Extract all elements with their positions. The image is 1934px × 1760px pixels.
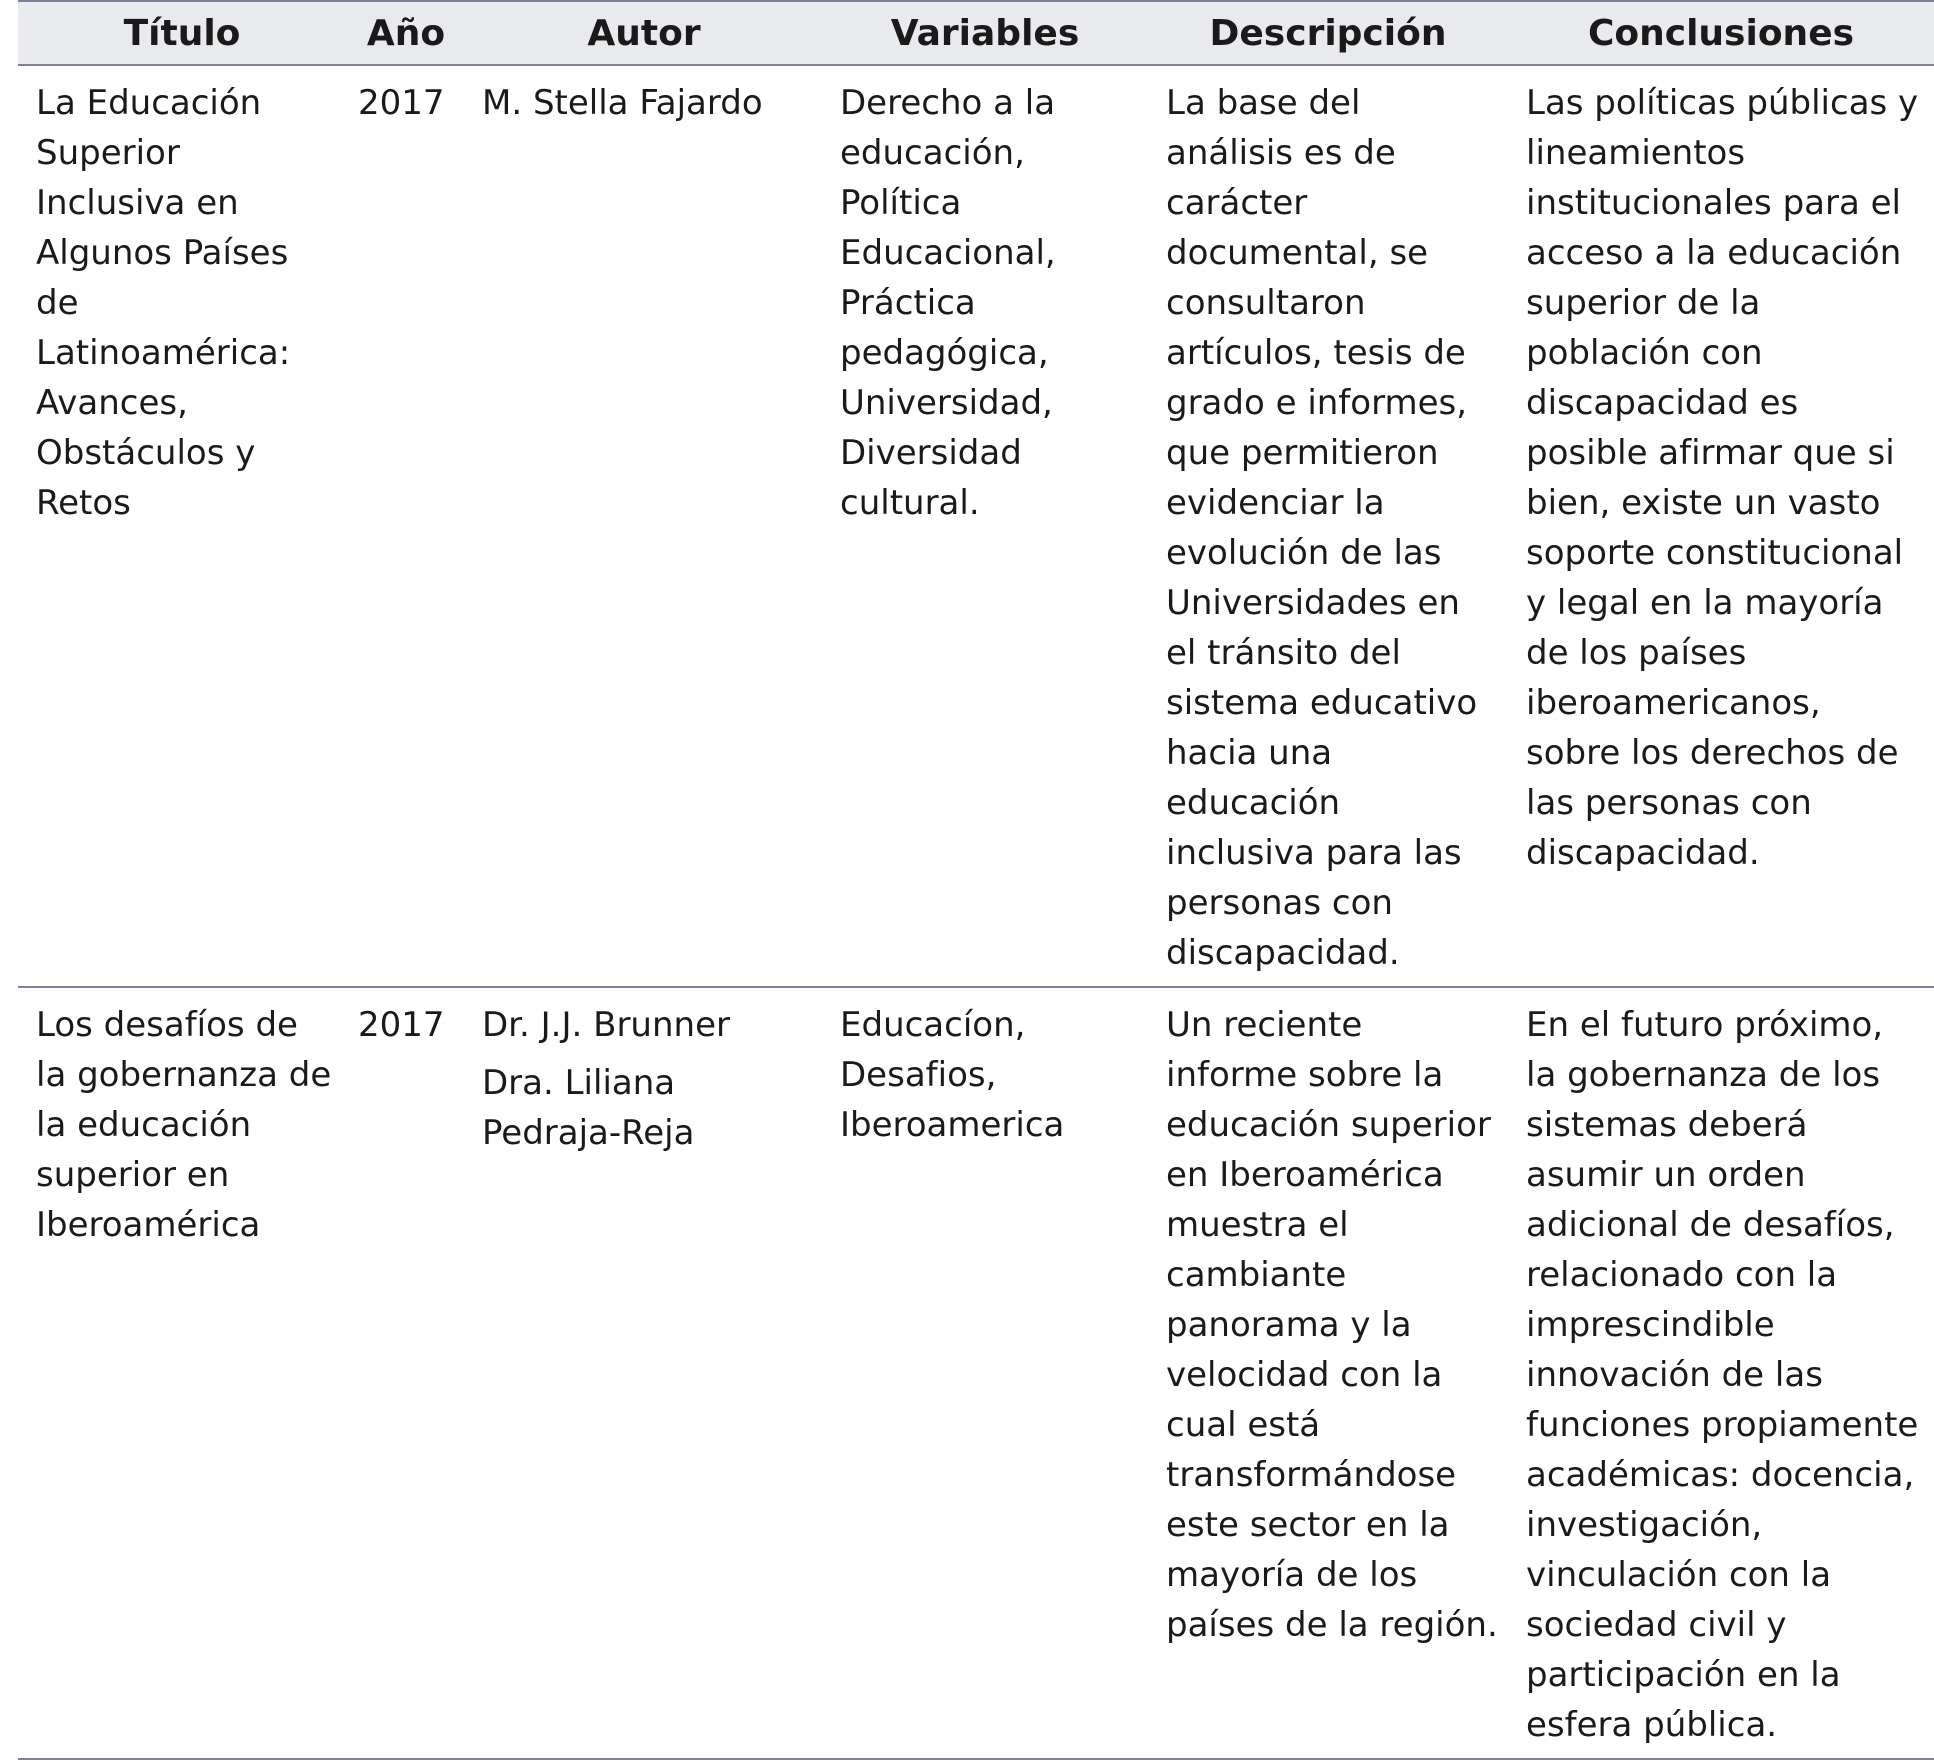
cell-anio: 2017: [358, 1005, 445, 1045]
cell-descripcion: Un reciente informe sobre la educación superior en Iberoamérica muestra el cambiante panorama y la velocidad con la cual está transformándose este sector en la mayoría de los países de la región.: [1166, 1005, 1498, 1645]
author-name: M. Stella Fajardo: [482, 83, 763, 123]
author-name: Dra. Liliana Pedraja-Reja: [482, 1063, 695, 1153]
table-body: [18, 65, 1934, 1759]
table-header: [18, 1, 1934, 65]
cell-descripcion: La base del análisis es de carácter documental, se consultaron artículos, tesis de grado e informes, que permitieron evidenciar la evolución de las Universidades en el tránsito del sistema educativo hacia una educación inclusiva para las personas con discapacidad.: [1166, 83, 1478, 973]
cell-variables: Derecho a la educación, Política Educacional, Práctica pedagógica, Universidad, Diversidad cultural.: [840, 83, 1056, 523]
cell-conclusiones: Las políticas públicas y lineamientos institucionales para el acceso a la educación superior de la población con discapacidad es posible afirmar que si bien, existe un vasto soporte constitucional y legal en la mayoría de los países iberoamericanos, sobre los derechos de las personas con discapacidad.: [1526, 83, 1919, 873]
cell-titulo: La Educación Superior Inclusiva en Algunos Países de Latinoamérica: Avances, Obstáculos y Retos: [36, 83, 291, 523]
header-anio: Año: [366, 12, 446, 54]
cell-conclusiones: En el futuro próximo, la gobernanza de los sistemas deberá asumir un orden adicional de desafíos, relacionado con la imprescindible innovación de las funciones propiamente académicas: docencia, investigación, vinculación con la sociedad civil y participación en la esfera pública.: [1526, 1005, 1919, 1745]
header-row: [18, 1, 1934, 65]
cell-autor: [466, 65, 822, 987]
table-row: [18, 987, 1934, 1759]
cell-autor: [466, 987, 822, 1759]
header-autor: Autor: [587, 12, 701, 54]
cell-titulo: Los desafíos de la gobernanza de la educación superior en Iberoamérica: [36, 1005, 332, 1245]
header-variables: Variables: [890, 12, 1080, 54]
header-conclusiones: Conclusiones: [1587, 12, 1855, 54]
author-name: Dr. J.J. Brunner: [482, 1005, 730, 1045]
header-descripcion: Descripción: [1209, 12, 1447, 54]
literature-review-table-container: [18, 0, 1934, 1745]
table-row: [18, 65, 1934, 987]
cell-anio: 2017: [358, 83, 445, 123]
cell-variables: Educacíon, Desafios, Iberoamerica: [840, 1005, 1065, 1145]
header-titulo: Título: [123, 12, 241, 54]
literature-review-table: [18, 0, 1934, 1760]
